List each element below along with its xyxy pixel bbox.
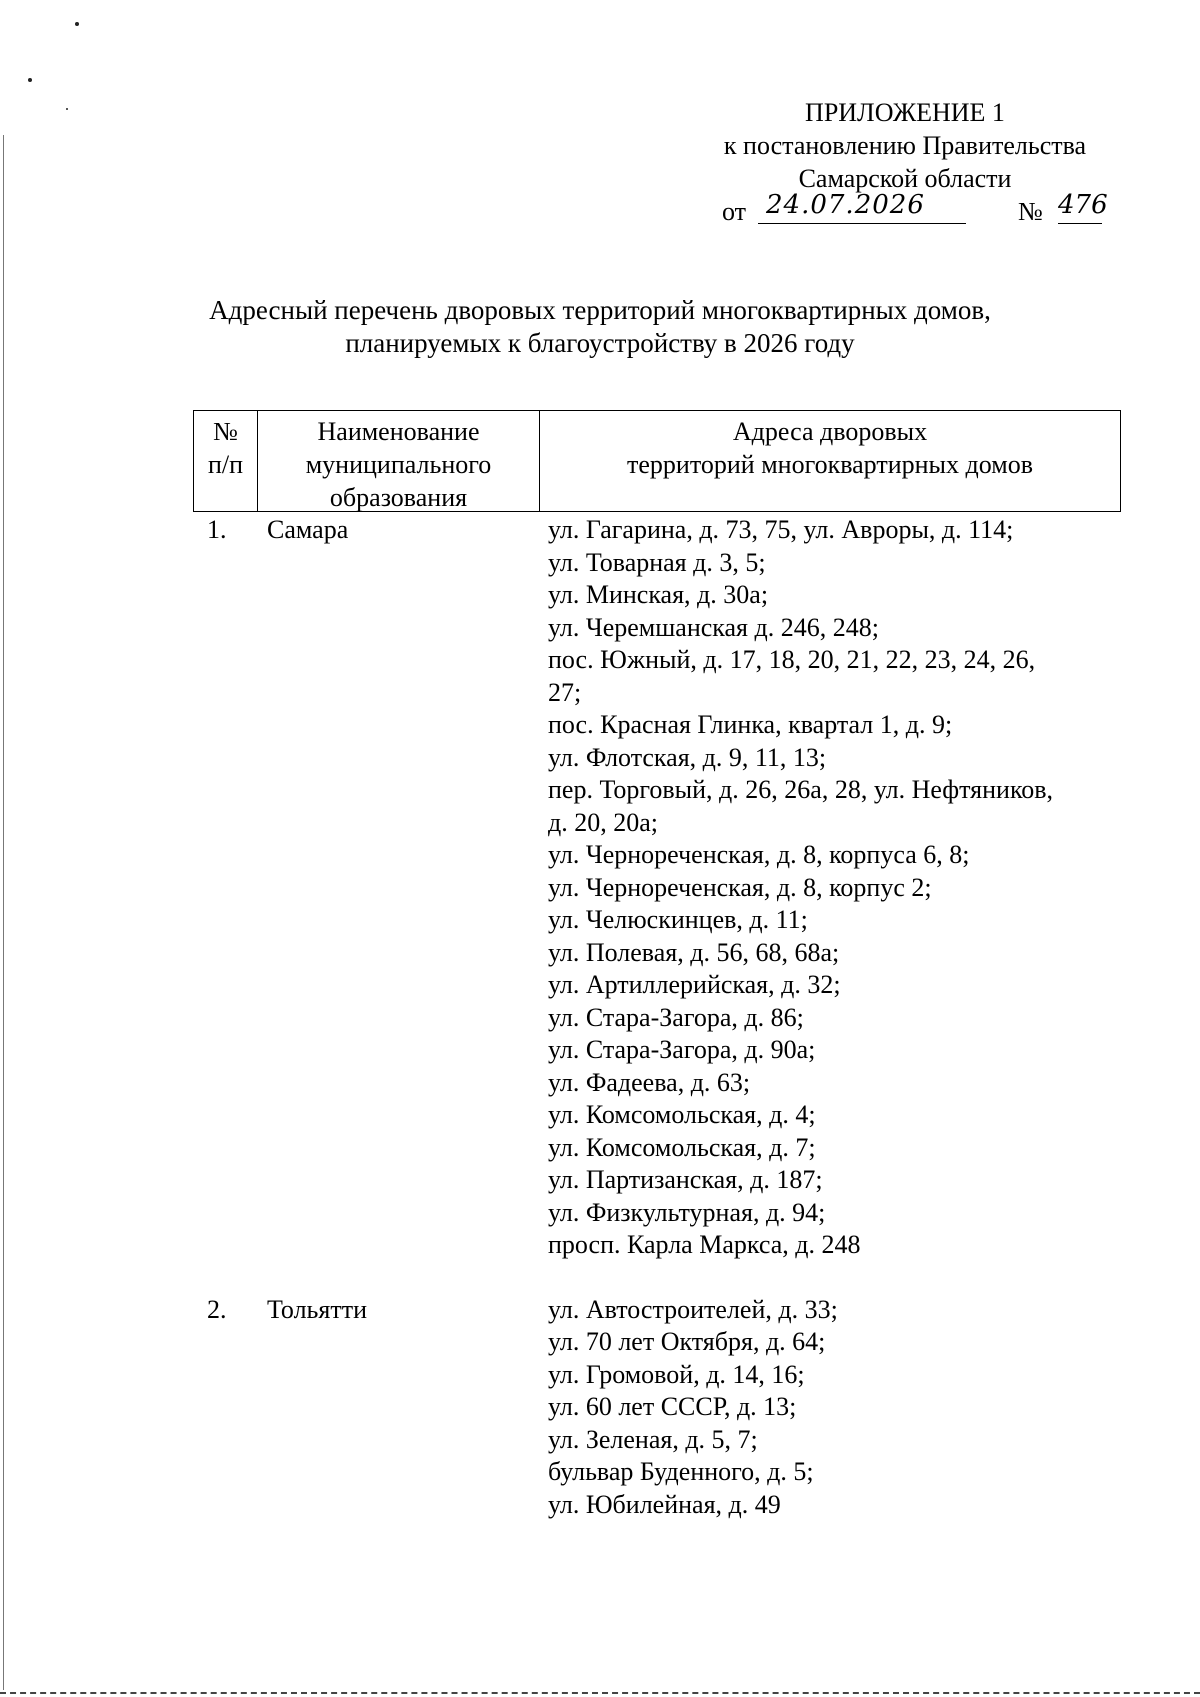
address-line: 27; xyxy=(548,677,582,707)
scan-edge-line xyxy=(3,135,4,1690)
address-line: ул. Чернореченская, д. 8, корпуса 6, 8; xyxy=(548,840,970,869)
header-municipality-line: Наименование xyxy=(317,417,480,446)
scan-speck xyxy=(66,108,68,110)
handwritten-number: 476 xyxy=(1058,189,1102,224)
address-line: ул. Автостроителей, д. 33; xyxy=(548,1294,838,1324)
row-number: 2. xyxy=(207,1294,227,1324)
address-line: д. 20, 20а; xyxy=(548,807,658,837)
scan-speck xyxy=(75,22,79,26)
address-line: ул. Юбилейная, д. 49 xyxy=(548,1489,781,1519)
header-municipality-line: муниципального xyxy=(305,450,492,479)
address-line: ул. Комсомольская, д. 7; xyxy=(548,1132,816,1162)
approval-block xyxy=(690,96,1120,235)
scan-speck xyxy=(28,78,32,82)
table-header xyxy=(193,410,1121,512)
row-municipality: Тольятти xyxy=(267,1294,368,1324)
table-row xyxy=(193,1294,1123,1522)
address-line: ул. Громовой, д. 14, 16; xyxy=(548,1359,805,1389)
header-number-line: № xyxy=(213,417,238,446)
address-line: ул. Флотская, д. 9, 11, 13; xyxy=(548,742,827,772)
address-line: ул. Фадеева, д. 63; xyxy=(548,1067,751,1097)
header-number xyxy=(194,411,258,511)
row-municipality: Самара xyxy=(267,515,349,544)
address-line: ул. Гагарина, д. 73, 75, ул. Авроры, д. 114; xyxy=(548,515,1014,544)
address-line: ул. 60 лет СССР, д. 13; xyxy=(548,1392,797,1421)
address-line: ул. Артиллерийская, д. 32; xyxy=(548,970,841,999)
address-line: пос. Красная Глинка, квартал 1, д. 9; xyxy=(548,710,953,739)
address-line: ул. Партизанская, д. 187; xyxy=(548,1165,823,1194)
scan-bottom-edge xyxy=(0,1692,1200,1694)
date-number-line xyxy=(690,190,1120,235)
number-label: № xyxy=(1018,197,1043,226)
row-addresses xyxy=(546,1294,1123,1522)
table-row xyxy=(193,514,1123,1262)
header-addresses-line: территорий многоквартирных домов xyxy=(627,450,1033,479)
address-line: ул. Черемшанская д. 246, 248; xyxy=(548,612,879,642)
header-addresses-line: Адреса дворовых xyxy=(732,417,928,446)
address-line: ул. Минская, д. 30а; xyxy=(548,580,769,609)
address-line: ул. Полевая, д. 56, 68, 68а; xyxy=(548,937,840,967)
header-addresses xyxy=(540,411,1120,511)
address-line: бульвар Буденного, д. 5; xyxy=(548,1457,814,1486)
resolution-ref: к постановлению Правительства xyxy=(723,131,1087,160)
address-line: ул. Товарная д. 3, 5; xyxy=(548,547,766,577)
from-label: от xyxy=(722,197,747,226)
address-line: ул. Стара-Загора, д. 90а; xyxy=(548,1035,816,1064)
handwritten-date: 24.07.2026 xyxy=(758,189,966,224)
address-line: ул. 70 лет Октября, д. 64; xyxy=(548,1327,826,1356)
address-line: просп. Карла Маркса, д. 248 xyxy=(548,1230,861,1259)
address-line: ул. Чернореченская, д. 8, корпус 2; xyxy=(548,872,932,902)
address-line: ул. Комсомольская, д. 4; xyxy=(548,1100,816,1129)
table-body xyxy=(193,514,1123,1521)
row-number: 1. xyxy=(207,515,227,544)
address-line: ул. Стара-Загора, д. 86; xyxy=(548,1002,804,1032)
region-name: Самарской области xyxy=(798,164,1012,193)
row-addresses xyxy=(546,514,1123,1262)
address-line: ул. Зеленая, д. 5, 7; xyxy=(548,1424,758,1454)
header-municipality xyxy=(258,411,540,511)
title-line-1: Адресный перечень дворовых территорий многоквартирных домов, xyxy=(209,295,991,325)
address-line: ул. Физкультурная, д. 94; xyxy=(548,1197,826,1227)
header-number-line: п/п xyxy=(207,450,244,479)
address-line: ул. Челюскинцев, д. 11; xyxy=(548,905,808,934)
document-title xyxy=(150,294,1050,360)
address-line: пос. Южный, д. 17, 18, 20, 21, 22, 23, 24, 26, xyxy=(548,645,1036,674)
header-municipality-line: образования xyxy=(329,483,468,512)
title-line-2: планируемых к благоустройству в 2026 году xyxy=(345,328,855,358)
appendix-label: ПРИЛОЖЕНИЕ 1 xyxy=(805,98,1005,127)
address-line: пер. Торговый, д. 26, 26а, 28, ул. Нефтяников, xyxy=(548,775,1054,804)
